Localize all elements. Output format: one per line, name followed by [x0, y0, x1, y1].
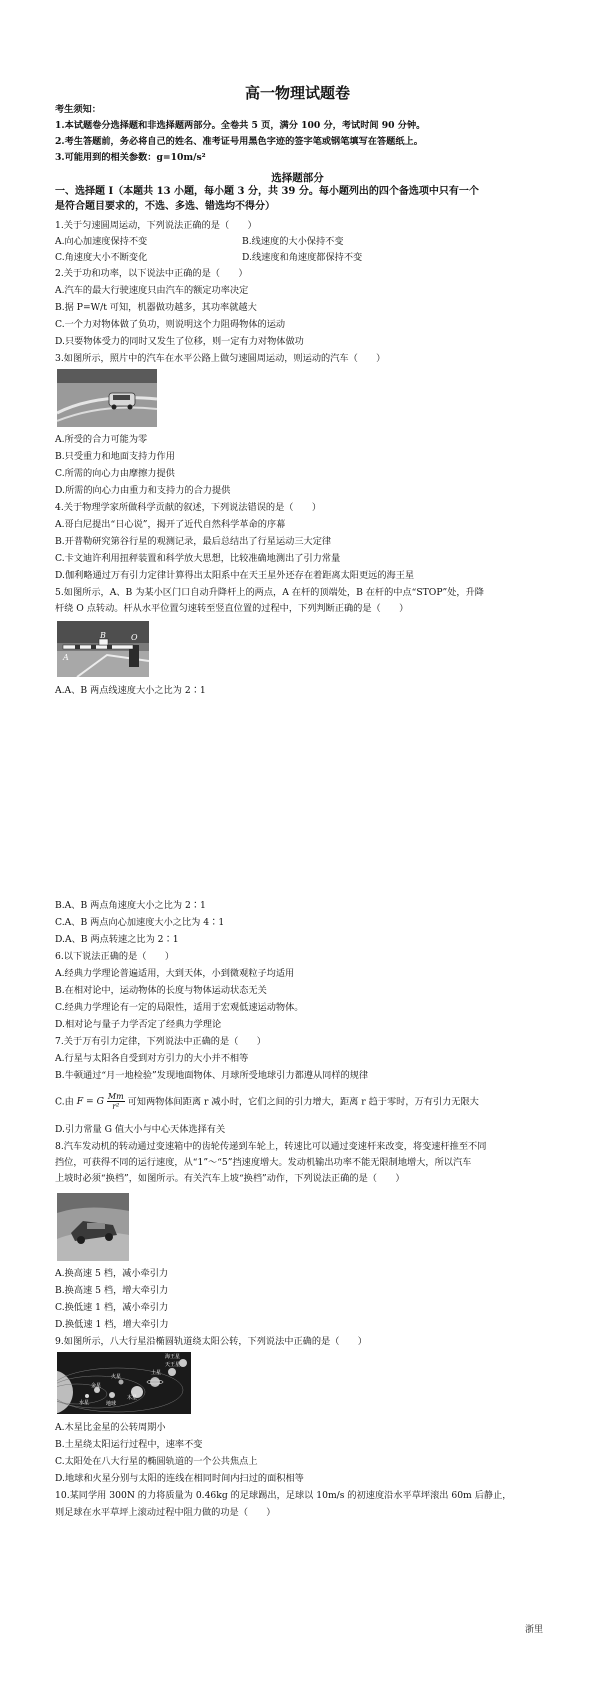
car-uphill-photo: [57, 1193, 129, 1261]
q7-option-a: A.行星与太阳各自受到对方引力的大小并不相等: [55, 1053, 249, 1064]
q6-option-a: A.经典力学理论普遍适用，大到天体，小到微观粒子均适用: [55, 968, 295, 979]
formula-denominator: r²: [112, 1102, 120, 1111]
q6-option-d: D.相对论与量子力学否定了经典力学理论: [55, 1019, 222, 1030]
q8-option-d: D.换低速 1 档，增大牵引力: [55, 1319, 169, 1330]
barrier-gate-photo: [57, 621, 149, 677]
q10-stem-line2: 则足球在水平草坪上滚动过程中阻力做的功是（ ）: [55, 1507, 276, 1518]
q4-option-a: A.哥白尼提出“日心说”，揭开了近代自然科学革命的序幕: [55, 519, 286, 530]
q7-option-b: B.牛顿通过“月一地检验”发现地面物体、月球所受地球引力都遵从同样的规律: [55, 1070, 369, 1081]
q9-option-a: A.木星比金星的公转周期小: [55, 1422, 166, 1433]
q7-option-d: D.引力常量 G 值大小与中心天体选择有关: [55, 1124, 226, 1135]
q5-option-b: B.A、B 两点角速度大小之比为 2∶1: [55, 900, 206, 911]
q5-stem-line2: 杆绕 O 点转动。杆从水平位置匀速转至竖直位置的过程中，下列判断正确的是（ ）: [55, 603, 409, 614]
q8-stem-line2: 挡位，可获得不同的运行速度，从“1”～“5”挡速度增大。发动机输出功率不能无限制地增大，所以汽车: [55, 1157, 472, 1168]
q1-option-c: C.角速度大小不断变化: [55, 252, 148, 263]
notice-heading: 考生须知：: [55, 104, 101, 115]
q8-stem-line1: 8.汽车发动机的转动通过变速箱中的齿轮传递到车轮上，转速比可以通过变速杆来改变，将变速杆推至不同: [55, 1141, 487, 1152]
label-earth: 地球: [106, 1401, 117, 1407]
section-title: 选择题部分: [271, 172, 324, 184]
q6-option-c: C.经典力学理论有一定的局限性，适用于宏观低速运动物体。: [55, 1002, 304, 1013]
q2-option-d: D.只要物体受力的同时又发生了位移，则一定有力对物体做功: [55, 336, 304, 347]
q8-option-c: C.换低速 1 档，减小牵引力: [55, 1302, 169, 1313]
label-jupiter: 木星: [127, 1395, 138, 1401]
label-mars: 火星: [111, 1374, 122, 1380]
q4-option-c: C.卡文迪许利用扭秤装置和科学放大思想，比较准确地测出了引力常量: [55, 553, 341, 564]
q6-option-b: B.在相对论中，运动物体的长度与物体运动状态无关: [55, 985, 267, 996]
q1-stem: 1.关于匀速圆周运动，下列说法正确的是（ ）: [55, 220, 257, 231]
q9-option-c: C.太阳处在八大行星的椭圆轨道的一个公共焦点上: [55, 1456, 258, 1467]
q2-option-a: A.汽车的最大行驶速度只由汽车的额定功率决定: [55, 285, 249, 296]
q7-option-c-prefix: C.由: [55, 1096, 74, 1108]
q8-option-b: B.换高速 5 档，增大牵引力: [55, 1285, 169, 1296]
solar-system-diagram: [57, 1352, 191, 1414]
fig-label-a: A: [63, 653, 69, 662]
car-turning-photo: [57, 369, 157, 427]
q7-stem: 7.关于万有引力定律，下列说法中正确的是（ ）: [55, 1036, 266, 1047]
q5-option-a: A.A、B 两点线速度大小之比为 2∶1: [55, 685, 206, 696]
q3-stem: 3.如图所示，照片中的汽车在水平公路上做匀速圆周运动，则运动的汽车（ ）: [55, 353, 386, 364]
page-footer: 浙里: [524, 1625, 543, 1635]
notice-item-3: 3.可能用到的相关参数：g=10m/s²: [55, 152, 206, 163]
notice-item-1: 1.本试题卷分选择题和非选择题两部分。全卷共 5 页，满分 100 分，考试时间 90 分钟。: [55, 120, 426, 131]
q1-option-d: D.线速度和角速度都保持不变: [242, 252, 363, 263]
part1-heading-line1: 一、选择题 I（本题共 13 小题，每小题 3 分，共 39 分。每小题列出的四个备选项中只有一个: [55, 186, 479, 197]
fig-label-b: B: [100, 631, 106, 640]
q2-option-b: B.据 P=W/t 可知，机器做功越多，其功率就越大: [55, 302, 257, 313]
q8-stem-line3: 上坡时必须“换档”，如图所示。有关汽车上坡“换档”动作，下列说法正确的是（ ）: [55, 1173, 405, 1184]
q4-option-d: D.伽利略通过万有引力定律计算得出太阳系中在天王星外还存在着距离太阳更远的海王星: [55, 570, 415, 581]
q8-option-a: A.换高速 5 档，减小牵引力: [55, 1268, 169, 1279]
q4-stem: 4.关于物理学家所做科学贡献的叙述，下列说法错误的是（ ）: [55, 502, 322, 513]
q3-option-b: B.只受重力和地面支持力作用: [55, 451, 175, 462]
formula-fraction: [107, 1092, 125, 1111]
q2-option-c: C.一个力对物体做了负功，则说明这个力阻碍物体的运动: [55, 319, 286, 330]
q5-stem-line1: 5.如图所示，A、B 为某小区门口自动升降杆上的两点，A 在杆的顶端处，B 在杆的中点“STOP”处，升降: [55, 587, 484, 598]
label-neptune: 海王星: [165, 1354, 181, 1360]
formula-numerator: Mm: [107, 1092, 124, 1101]
part1-heading-line2: 是符合题目要求的，不选、多选、错选均不得分）: [55, 201, 275, 212]
q9-option-b: B.土星绕太阳运行过程中，速率不变: [55, 1439, 203, 1450]
formula-left: F = G: [76, 1096, 104, 1107]
q1-option-b: B.线速度的大小保持不变: [242, 236, 344, 247]
q3-option-a: A.所受的合力可能为零: [55, 434, 148, 445]
q3-option-d: D.所需的向心力由重力和支持力的合力提供: [55, 485, 231, 496]
q9-option-d: D.地球和火星分别与太阳的连线在相同时间内扫过的面积相等: [55, 1473, 304, 1484]
q7-option-c-suffix: 可知两物体间距离 r 减小时，它们之间的引力增大，距离 r 趋于零时，万有引力无限大: [127, 1096, 479, 1108]
gravitation-formula: [77, 1090, 125, 1114]
q5-option-d: D.A、B 两点转速之比为 2∶1: [55, 934, 179, 945]
q10-stem-line1: 10.某同学用 300N 的力将质量为 0.46kg 的足球踢出，足球以 10m/s 的初速度沿水平草坪滚出 60m 后静止，: [55, 1490, 512, 1501]
q5-option-c: C.A、B 两点向心加速度大小之比为 4∶1: [55, 917, 225, 928]
label-venus: 金星: [91, 1383, 102, 1389]
label-mercury: 水星: [79, 1400, 90, 1406]
q9-stem: 9.如图所示，八大行星沿椭圆轨道绕太阳公转，下列说法中正确的是（ ）: [55, 1336, 367, 1347]
fig-label-o: O: [131, 633, 138, 642]
q6-stem: 6.以下说法正确的是（ ）: [55, 951, 175, 962]
notice-item-2: 2.考生答题前，务必将自己的姓名、准考证号用黑色字迹的签字笔或钢笔填写在答题纸上。: [55, 136, 423, 147]
label-uranus: 天王星: [165, 1362, 181, 1368]
q1-option-a: A.向心加速度保持不变: [55, 236, 148, 247]
page-title: 高一物理试题卷: [244, 84, 350, 102]
label-saturn: 土星: [151, 1370, 162, 1376]
q3-option-c: C.所需的向心力由摩擦力提供: [55, 468, 175, 479]
q7-option-c: [55, 1090, 545, 1115]
q2-stem: 2.关于功和功率，以下说法中正确的是（ ）: [55, 268, 248, 279]
q4-option-b: B.开普勒研究第谷行星的观测记录，最后总结出了行星运动三大定律: [55, 536, 332, 547]
